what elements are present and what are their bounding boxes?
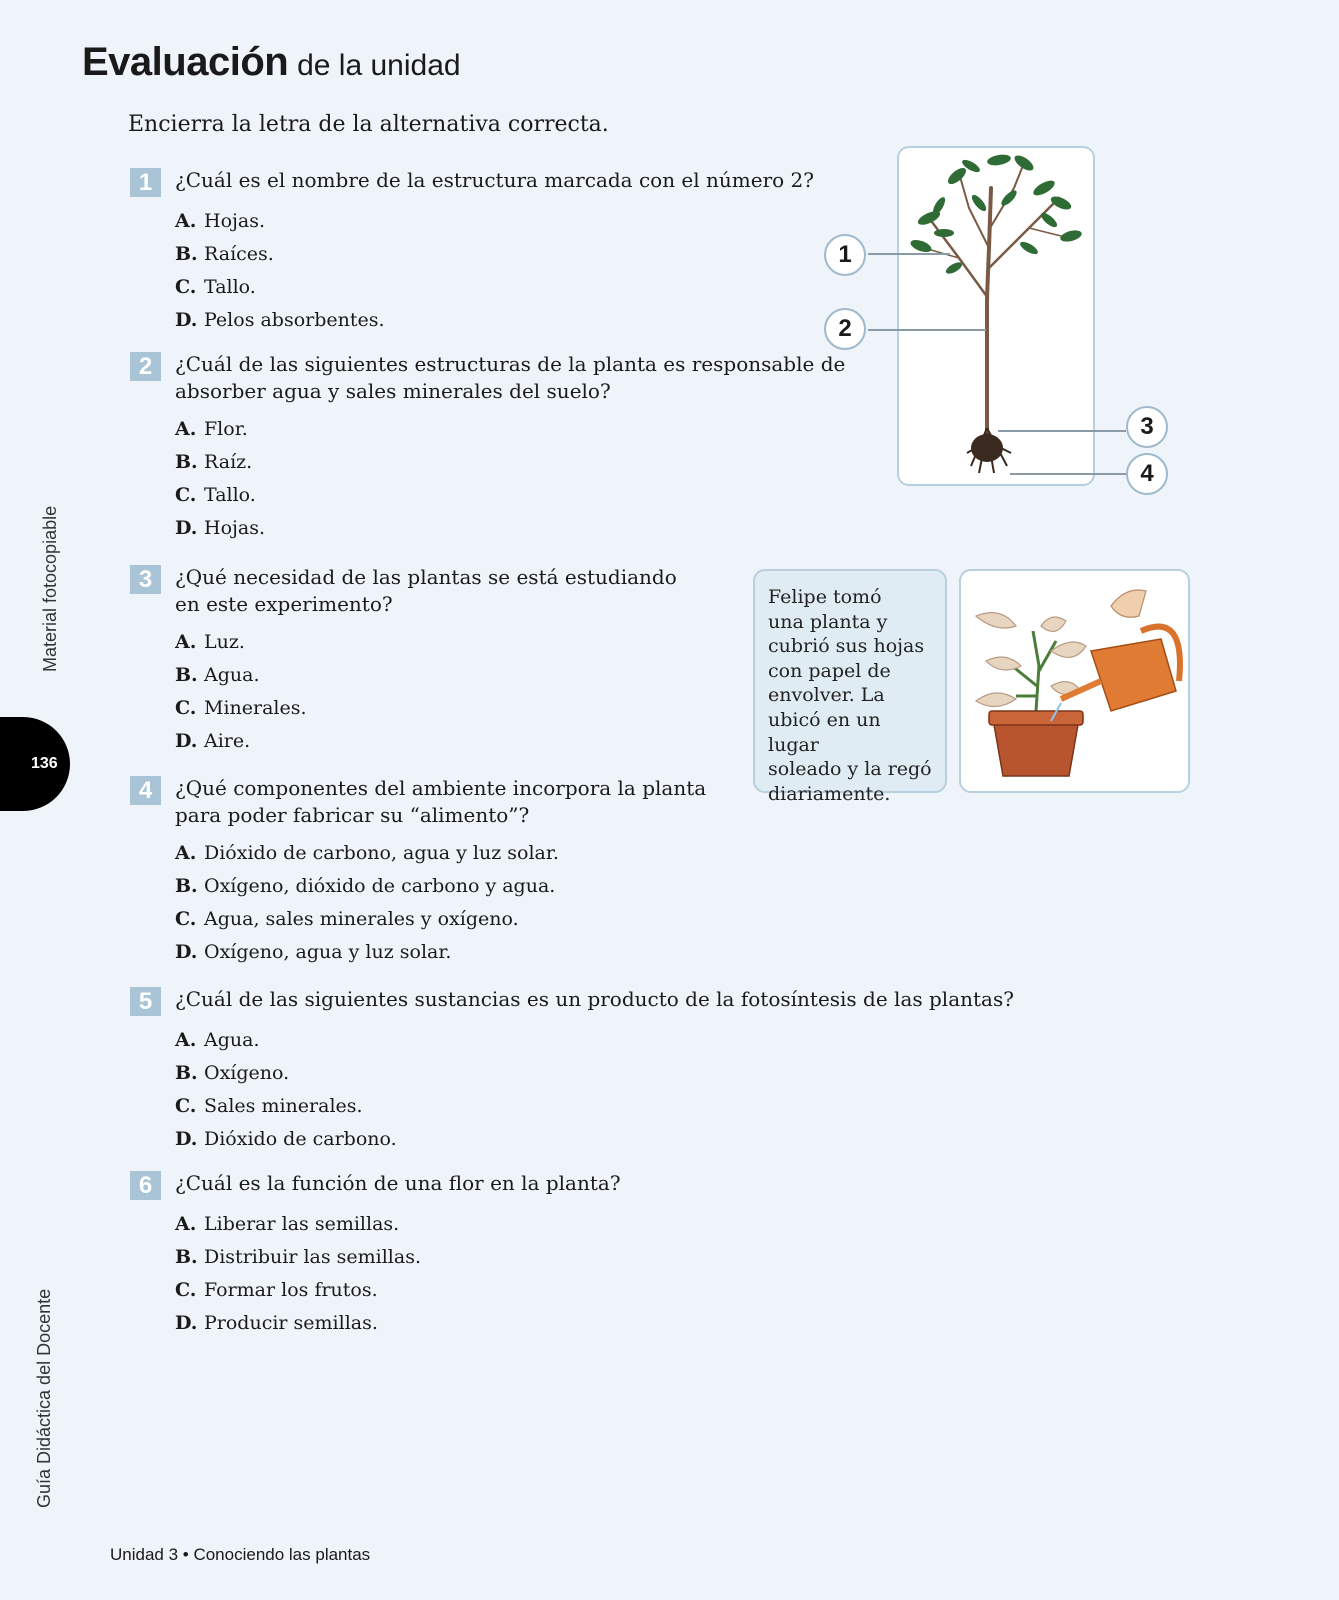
option-text: Producir semillas.: [204, 1312, 378, 1334]
option-letter: B.: [175, 1246, 198, 1268]
option-letter: B.: [175, 1062, 198, 1084]
option-letter: B.: [175, 664, 198, 686]
option-text: Hojas.: [204, 517, 266, 539]
option-letter: D.: [175, 1128, 198, 1150]
option-letter: B.: [175, 243, 198, 265]
option-a[interactable]: [175, 1208, 621, 1241]
option-text: Minerales.: [204, 697, 307, 719]
watering-drawing: [961, 571, 1188, 791]
option-letter: D.: [175, 941, 198, 963]
question-text-line: para poder fabricar su “alimento”?: [175, 803, 530, 827]
question-number: 5: [130, 987, 161, 1016]
experiment-line: diariamente.: [768, 782, 891, 805]
option-letter: B.: [175, 875, 198, 897]
option-a[interactable]: [175, 413, 845, 446]
instructions: Encierra la letra de la alternativa correcta.: [128, 112, 609, 137]
page-number-tab: [0, 717, 70, 811]
option-text: Distribuir las semillas.: [204, 1246, 422, 1268]
callout-line-4: [1010, 473, 1126, 475]
callout-line-2: [868, 329, 986, 331]
option-letter: C.: [175, 484, 197, 506]
option-c[interactable]: [175, 692, 677, 725]
question-text: ¿Cuál de las siguientes sustancias es un producto de la fotosíntesis de las plantas?: [175, 987, 1014, 1011]
callout-label-1: 1: [824, 234, 866, 276]
option-a[interactable]: [175, 205, 814, 238]
experiment-line: envolver. La: [768, 684, 885, 707]
question-text: ¿Cuál es el nombre de la estructura marcada con el número 2?: [175, 168, 814, 192]
footer-unit: Unidad 3 • Conociendo las plantas: [110, 1545, 371, 1564]
option-list: [175, 1024, 1014, 1156]
option-b[interactable]: [175, 870, 706, 903]
question-1: [130, 167, 814, 337]
option-letter: B.: [175, 451, 198, 473]
question-6: [130, 1170, 621, 1340]
option-list: [175, 1208, 621, 1340]
option-text: Dióxido de carbono, agua y luz solar.: [204, 842, 559, 864]
question-text-line: ¿Qué necesidad de las plantas se está estudiando: [175, 565, 677, 589]
option-letter: C.: [175, 276, 197, 298]
option-list: [175, 837, 706, 969]
option-c[interactable]: [175, 1090, 1014, 1123]
option-text: Oxígeno, dióxido de carbono y agua.: [204, 875, 556, 897]
option-text: Agua.: [204, 1029, 260, 1051]
option-text: Agua, sales minerales y oxígeno.: [204, 908, 519, 930]
experiment-description: [753, 569, 947, 805]
tree-drawing: [899, 148, 1093, 484]
option-text: Raíz.: [204, 451, 253, 473]
option-list: [175, 626, 677, 758]
experiment-line: soleado y la regó: [768, 758, 932, 781]
option-text: Pelos absorbentes.: [204, 309, 385, 331]
option-c[interactable]: [175, 271, 814, 304]
experiment-line: con papel de: [768, 659, 891, 682]
option-letter: C.: [175, 1095, 197, 1117]
option-b[interactable]: [175, 1057, 1014, 1090]
option-d[interactable]: [175, 725, 677, 758]
callout-line-1: [868, 253, 950, 255]
option-b[interactable]: [175, 238, 814, 271]
question-text-line: ¿Cuál de las siguientes estructuras de la planta es responsable de: [175, 352, 846, 376]
option-b[interactable]: [175, 1241, 621, 1274]
option-text: Liberar las semillas.: [204, 1213, 400, 1235]
option-text: Tallo.: [204, 484, 256, 506]
option-d[interactable]: [175, 1123, 1014, 1156]
page-title: [82, 40, 461, 85]
option-b[interactable]: [175, 659, 677, 692]
option-letter: C.: [175, 1279, 197, 1301]
question-text-line: en este experimento?: [175, 592, 393, 616]
question-number: 4: [130, 776, 161, 805]
option-letter: D.: [175, 517, 198, 539]
option-letter: A.: [175, 631, 197, 653]
question-text-line: absorber agua y sales minerales del suelo?: [175, 379, 611, 403]
question-text: [175, 775, 706, 829]
option-c[interactable]: [175, 903, 706, 936]
question-number: 2: [130, 352, 161, 381]
callout-label-3: 3: [1126, 406, 1168, 448]
question-text-line: ¿Qué componentes del ambiente incorpora la planta: [175, 776, 707, 800]
option-text: Aire.: [204, 730, 251, 752]
option-text: Hojas.: [204, 210, 266, 232]
page-number: 136: [31, 755, 58, 772]
question-number: 1: [130, 168, 161, 197]
option-text: Flor.: [204, 418, 248, 440]
option-letter: C.: [175, 697, 197, 719]
option-letter: A.: [175, 418, 197, 440]
option-text: Oxígeno.: [204, 1062, 290, 1084]
option-d[interactable]: [175, 1307, 621, 1340]
question-5: [130, 986, 1014, 1156]
option-letter: D.: [175, 309, 198, 331]
question-4: [130, 775, 706, 969]
option-a[interactable]: [175, 1024, 1014, 1057]
question-text: [175, 351, 845, 405]
option-text: Agua.: [204, 664, 260, 686]
callout-label-2: 2: [824, 308, 866, 350]
question-number: 3: [130, 565, 161, 594]
question-number: 6: [130, 1171, 161, 1200]
option-text: Formar los frutos.: [204, 1279, 378, 1301]
question-text: [175, 564, 677, 618]
callout-line-3: [998, 430, 1126, 432]
option-text: Tallo.: [204, 276, 256, 298]
question-3: [130, 564, 677, 758]
watering-illustration: [959, 569, 1190, 793]
option-text: Raíces.: [204, 243, 274, 265]
option-text: Dióxido de carbono.: [204, 1128, 397, 1150]
experiment-line: Felipe tomó: [768, 586, 882, 608]
option-text: Luz.: [204, 631, 245, 653]
option-letter: A.: [175, 1029, 197, 1051]
option-letter: A.: [175, 210, 197, 232]
tree-illustration: [897, 146, 1095, 486]
title-bold: Evaluación: [82, 40, 289, 84]
question-2: [130, 351, 845, 545]
experiment-line: ubicó en un lugar: [768, 708, 881, 756]
option-list: [175, 205, 814, 337]
option-b[interactable]: [175, 446, 845, 479]
option-letter: A.: [175, 1213, 197, 1235]
experiment-line: una planta y: [768, 610, 888, 633]
option-d[interactable]: [175, 512, 845, 545]
option-list: [175, 413, 845, 545]
option-d[interactable]: [175, 304, 814, 337]
title-rest: de la unidad: [297, 49, 461, 82]
option-a[interactable]: [175, 626, 677, 659]
option-text: Oxígeno, agua y luz solar.: [204, 941, 452, 963]
option-letter: D.: [175, 1312, 198, 1334]
option-d[interactable]: [175, 936, 706, 969]
callout-label-4: 4: [1126, 453, 1168, 495]
question-text: ¿Cuál es la función de una flor en la planta?: [175, 1171, 621, 1195]
option-a[interactable]: [175, 837, 706, 870]
experiment-line: cubrió sus hojas: [768, 635, 925, 658]
option-c[interactable]: [175, 479, 845, 512]
side-label-bottom: Guía Didáctica del Docente: [34, 1288, 54, 1508]
option-letter: C.: [175, 908, 197, 930]
option-letter: A.: [175, 842, 197, 864]
side-label-top: Material fotocopiable: [40, 505, 60, 672]
option-text: Sales minerales.: [204, 1095, 363, 1117]
option-c[interactable]: [175, 1274, 621, 1307]
option-letter: D.: [175, 730, 198, 752]
